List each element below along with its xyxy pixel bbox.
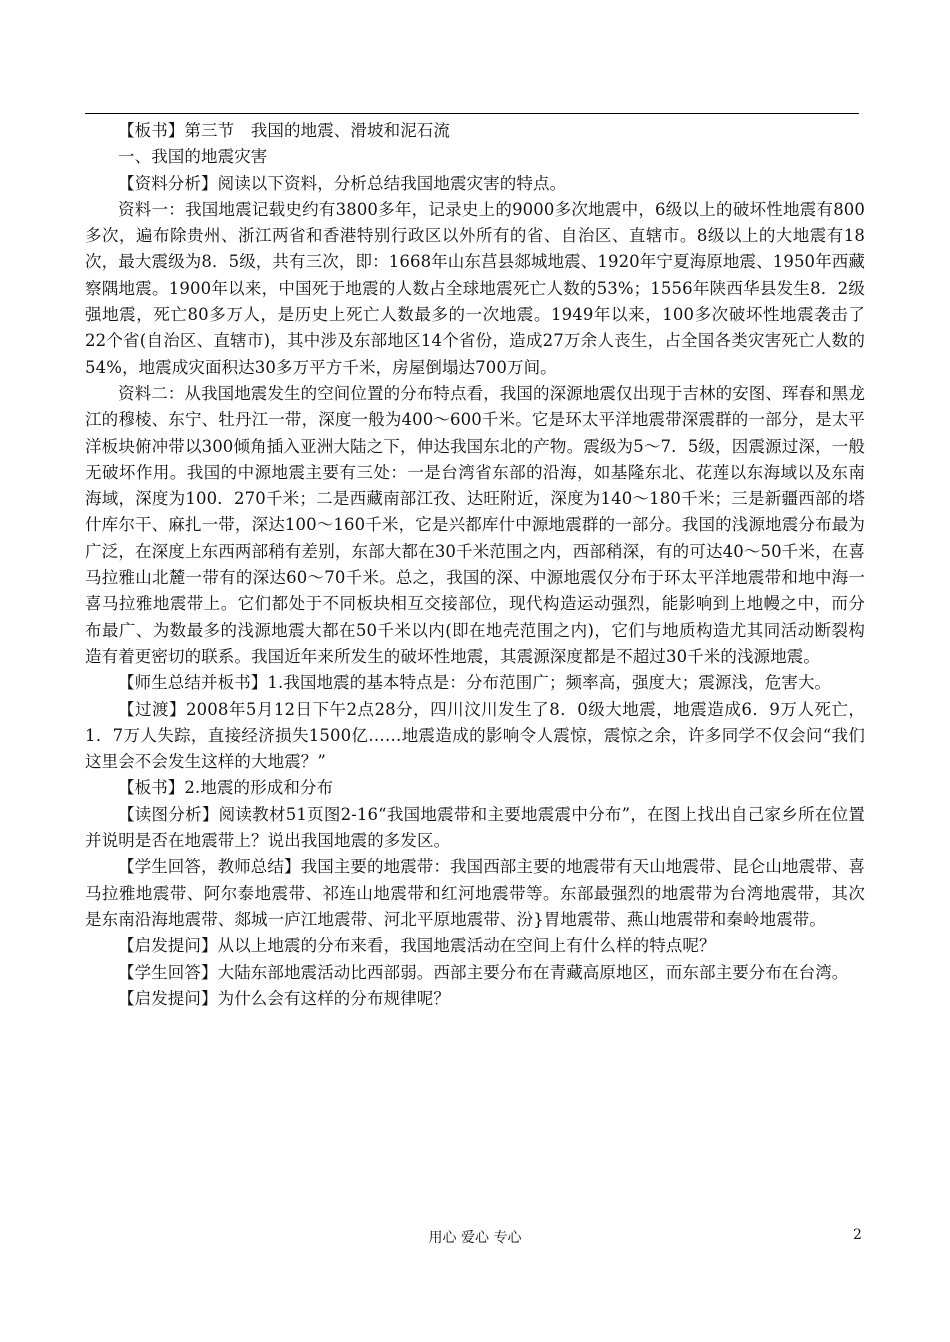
paragraph: 【学生回答】大陆东部地震活动比西部弱。西部主要分布在青藏高原地区，而东部主要分布在台湾。 [118, 962, 849, 982]
paragraph: 资料二：从我国地震发生的空间位置的分布特点看，我国的深源地震仅出现于吉林的安图、珲春和黑龙江的穆棱、东宁、牡丹江一带，深度一般为400～600千米。它是环太平洋地震带深震群的一部分，是太平洋板块俯冲带以300倾角插入亚洲大陆之下，伸达我国东北的产物。震级为5～7．5级，因震源过深，一般无破坏作用。我国的中源地震主要有三处：一是台湾省东部的沿海，如基隆东北、花莲以东海域以及东南海域，深度为100．270千米；二是西藏南部江孜、达旺附近，深度为140～180千米；三是新疆西部的塔什库尔干、麻扎一带，深达100～160千米，它是兴都库什中源地震群的一部分。我国的浅源地震分布最为广泛，在深度上东西两部稍有差别，东部大都在30千米范围之内，西部稍深，有的可达40～50千米，在喜马拉雅山北麓一带有的深达60～70千米。总之，我国的深、中源地震仅分布于环太平洋地震带和地中海一喜马拉雅地震带上。它们都处于不同板块相互交接部位，现代构造运动强烈，能影响到上地幔之中，而分布最广、为数最多的浅源地震大都在50千米以内(即在地壳范围之内)，它们与地质构造尤其同活动断裂构造有着更密切的联系。我国近年来所发生的破坏性地震，其震源深度都是不超过30千米的浅源地震。 [85, 383, 865, 666]
section-heading: 一、我国的地震灾害 [118, 147, 268, 167]
document-body [85, 118, 865, 1012]
paragraph: 【资料分析】阅读以下资料，分析总结我国地震灾害的特点。 [118, 173, 567, 193]
paragraph: 【过渡】2008年5月12日下午2点28分，四川汶川发生了8．0级大地震，地震造成6．9万人死亡，1．7万人失踪，直接经济损失1500亿……地震造成的影响令人震惊，震惊之余，许多同学不仅会问“我们这里会不会发生这样的大地震？” [85, 699, 865, 772]
paragraph: 【读图分析】阅读教材51页图2-16“我国地震带和主要地震震中分布”，在图上找出自己家乡所在位置并说明是否在地震带上？说出我国地震的多发区。 [85, 804, 865, 851]
board-heading: 【板书】2.地震的形成和分布 [118, 778, 334, 798]
paragraph: 资料一：我国地震记载史约有3800多年，记录史上的9000多次地震中，6级以上的破坏性地震有800多次，遍布除贵州、浙江两省和香港特别行政区以外所有的省、自治区、直辖市。8级以上的大地震有18次，最大震级为8．5级，共有三次，即：1668年山东莒县郯城地震、1920年宁夏海原地震、1950年西藏察隅地震。1900年以来，中国死于地震的人数占全球地震死亡人数的53%；1556年陕西华县发生8．2级强地震，死亡80多万人，是历史上死亡人数最多的一次地震。1949年以来，100多次破坏性地震袭击了22个省(自治区、直辖市)，其中涉及东部地区14个省份，造成27万余人丧生，占全国各类灾害死亡人数的54%，地震成灾面积达30多万平方千米，房屋倒塌达700万间。 [85, 199, 865, 377]
paragraph: 【启发提问】为什么会有这样的分布规律呢？ [118, 988, 450, 1008]
board-heading: 【板书】第三节 我国的地震、滑坡和泥石流 [118, 121, 450, 140]
paragraph: 【学生回答，教师总结】我国主要的地震带：我国西部主要的地震带有天山地震带、昆仑山地震带、喜马拉雅地震带、阿尔泰地震带、祁连山地震带和红河地震带等。东部最强烈的地震带为台湾地震带，其次是东南沿海地震带、郯城一庐江地震带、河北平原地震带、汾}胃地震带、燕山地震带和秦岭地震带。 [85, 857, 865, 929]
paragraph: 【启发提问】从以上地震的分布来看，我国地震活动在空间上有什么样的特点呢？ [118, 936, 716, 956]
header-rule [85, 113, 859, 114]
page-number: 2 [853, 1227, 862, 1243]
footer-text: 用心 爱心 专心 [428, 1230, 522, 1246]
paragraph: 【师生总结并板书】1.我国地震的基本特点是：分布范围广；频率高，强度大；震源浅，危害大。 [118, 673, 832, 693]
